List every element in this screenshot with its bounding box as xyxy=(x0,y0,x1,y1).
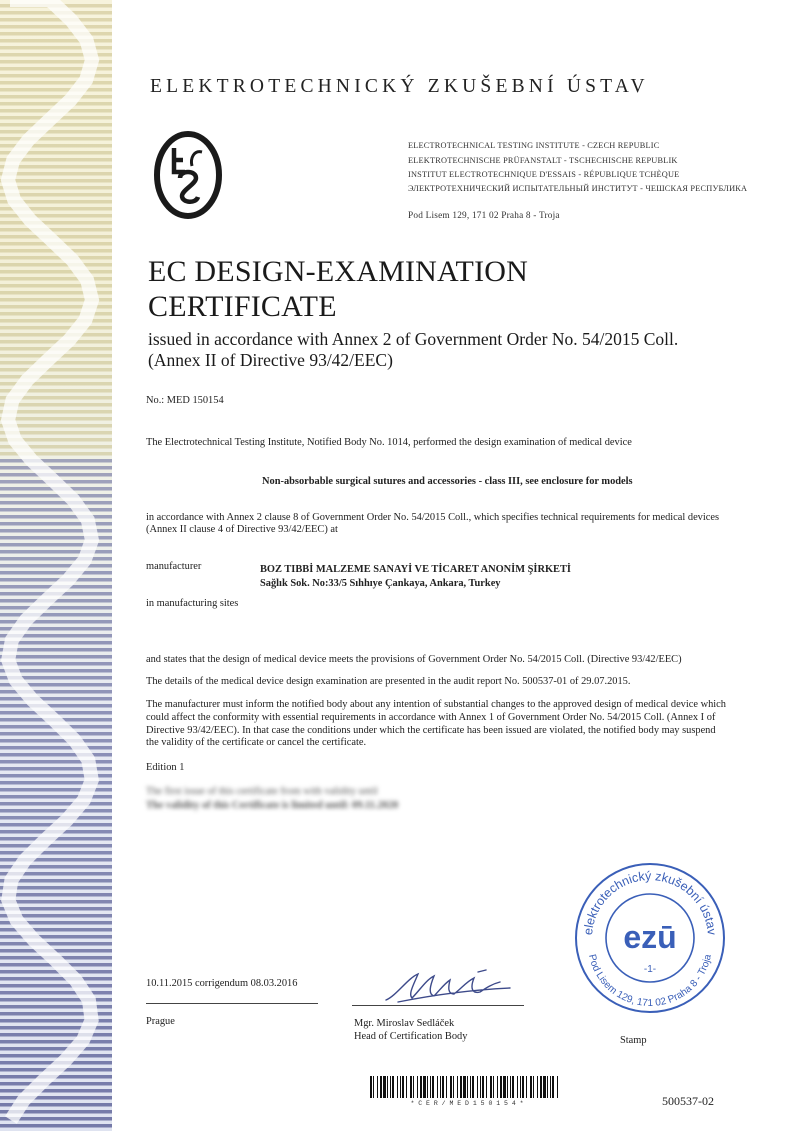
signatory-title: Head of Certification Body xyxy=(354,1031,468,1042)
device-description: Non-absorbable surgical sutures and accessories - class III, see enclosure for models xyxy=(262,476,633,487)
audit-details: The details of the medical device design examination are presented in the audit report No. 500537-01 of 29.07.2015. xyxy=(146,676,631,687)
institute-name-ru: ЭЛЕКТРОТЕХНИЧЕСКИЙ ИСПЫТАТЕЛЬНЫЙ ИНСТИТУТ - ЧЕШСКАЯ РЕСПУБЛИКА xyxy=(408,184,748,193)
institute-name-en: ELECTROTECHNICAL TESTING INSTITUTE - CZECH REPUBLIC xyxy=(408,141,660,150)
manufacturer-address: Sağlık Sok. No:33/5 Sıhhıye Çankaya, Ankara, Turkey xyxy=(260,578,501,589)
signature xyxy=(378,966,518,1006)
edition-label: Edition 1 xyxy=(146,762,185,773)
manufacturer-obligation: The manufacturer must inform the notified body about any intention of substantial changes to the approved design of medical device which could affect the conformity with essential requirements in accordance with Annex 1 of Government Order No. 54/2015 Coll. (Annex I of Directive 93/42/EEC). In that case the conditions under which the certificate has been issued are violated, the notified body may suspend the validity of the certificate or cancel the certificate. xyxy=(146,699,726,749)
issue-date: 10.11.2015 corrigendum 08.03.2016 xyxy=(146,978,298,989)
manufacturer-label: manufacturer xyxy=(146,561,202,572)
institute-address: Pod Lisem 129, 171 02 Praha 8 - Troja xyxy=(408,211,560,221)
signatory-name: Mgr. Miroslav Sedláček xyxy=(354,1018,455,1029)
conformity-statement: and states that the design of medical device meets the provisions of Government Order No. 54/2015 Coll. (Directive 93/42/EEC) xyxy=(146,654,682,665)
barcode-text: * C E R / M E D 1 5 0 1 5 4 * xyxy=(410,1100,524,1107)
stamp-number: -1- xyxy=(643,964,657,975)
certificate-title-line2: CERTIFICATE xyxy=(148,290,337,323)
manufacturer-name: BOZ TIBBİ MALZEME SANAYİ VE TİCARET ANONİM ŞİRKETİ xyxy=(260,564,571,575)
stamp-top-text: elektrotechnický zkušební ústav xyxy=(581,868,719,936)
barcode-icon xyxy=(370,1076,562,1098)
stripe-pattern xyxy=(0,0,112,1131)
date-line xyxy=(146,1003,318,1004)
manufacturing-sites-label: in manufacturing sites xyxy=(146,598,239,609)
certificate-subtitle-line2: (Annex II of Directive 93/42/EEC) xyxy=(148,350,393,370)
intro-text: The Electrotechnical Testing Institute, Notified Body No. 1014, performed the design examination of medical device xyxy=(146,437,632,448)
blurred-validity-line: The validity of this Certificate is limited until: 09.11.2020 xyxy=(146,800,399,811)
institute-name-fr: INSTITUT ELECTROTECHNIQUE D'ESSAIS - RÉPUBLIQUE TCHÈQUE xyxy=(408,170,680,179)
stamp-label: Stamp xyxy=(620,1035,647,1046)
signature-line xyxy=(352,1005,524,1006)
stamp-bottom-text: Pod Lisem 129, 171 02 Praha 8 - Troja xyxy=(586,953,714,1010)
issue-place: Prague xyxy=(146,1016,175,1027)
blurred-issue-line: The first issue of this certificate from with validity until xyxy=(146,786,378,797)
official-stamp xyxy=(570,858,730,1018)
institute-name-czech: ELEKTROTECHNICKÝ ZKUŠEBNÍ ÚSTAV xyxy=(150,76,649,97)
ezu-logo-icon xyxy=(152,126,224,224)
accordance-line2: (Annex II clause 4 of Directive 93/42/EEC) at xyxy=(146,524,338,535)
security-stripe-band xyxy=(0,0,112,1131)
signature-graphic xyxy=(378,966,518,1006)
accordance-line1: in accordance with Annex 2 clause 8 of Government Order No. 54/2015 Coll., which specifies technical requirements for medical devices xyxy=(146,512,720,523)
document-number: 500537-02 xyxy=(662,1094,714,1108)
institute-logo xyxy=(152,126,224,224)
barcode xyxy=(370,1076,562,1102)
stamp-graphic xyxy=(570,858,730,1018)
stamp-center-text: ezū xyxy=(623,919,677,955)
institute-name-de: ELEKTROTECHNISCHE PRÜFANSTALT - TSCHECHISCHE REPUBLIK xyxy=(408,156,678,165)
certificate-number: No.: MED 150154 xyxy=(146,395,224,406)
certificate-subtitle-line1: issued in accordance with Annex 2 of Government Order No. 54/2015 Coll. xyxy=(148,329,679,349)
certificate-title-line1: EC DESIGN-EXAMINATION xyxy=(148,255,528,288)
